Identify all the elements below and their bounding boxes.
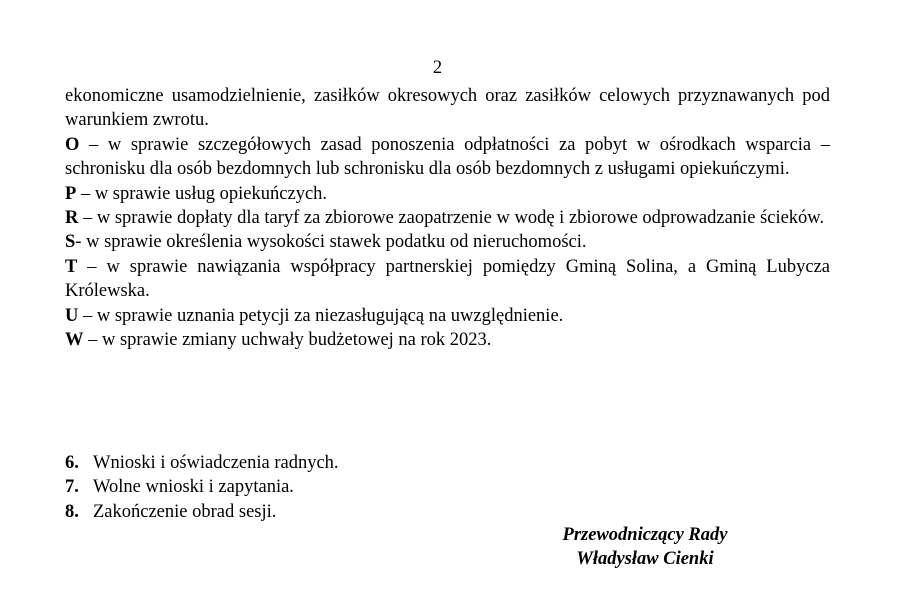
agenda-text: Wnioski i oświadczenia radnych. <box>93 453 339 473</box>
page-number: 2 <box>432 58 443 78</box>
agenda-number: 8. <box>65 501 79 522</box>
agenda-text: Zakończenie obrad sesji. <box>93 501 277 522</box>
resolution-letter: W <box>65 330 84 351</box>
resolution-item-u <box>65 304 830 328</box>
resolution-text: – w sprawie zmiany uchwały budżetowej na rok 2023. <box>83 330 492 351</box>
resolution-item-o <box>65 133 830 182</box>
agenda-item <box>65 451 830 475</box>
resolution-item-s <box>65 230 830 254</box>
resolution-text: – w sprawie dopłaty dla taryf za zbiorowe zaopatrzenie w wodę i zbiorowe odprowadzanie ścieków. <box>78 208 825 229</box>
resolution-item-w <box>65 328 830 352</box>
agenda-number: 7. <box>65 477 79 498</box>
signature-block <box>540 523 750 572</box>
resolution-text: - w sprawie określenia wysokości stawek podatku od nieruchomości. <box>75 232 587 253</box>
resolution-text: – w sprawie nawiązania współpracy partnerskiej pomiędzy Gminą Solina, a Gminą Lubycza Królewska. <box>65 256 830 302</box>
resolution-item-r <box>65 206 830 230</box>
signature-title: Przewodniczący Rady <box>562 525 728 545</box>
resolution-letter: S <box>65 232 76 253</box>
agenda-list <box>65 451 830 524</box>
resolution-item-t <box>65 255 830 304</box>
resolution-text: – w sprawie uznania petycji za niezasługującą na uwzględnienie. <box>78 305 564 326</box>
resolution-text: – w sprawie usług opiekuńczych. <box>76 183 328 204</box>
agenda-item <box>65 475 830 499</box>
resolution-letter: U <box>65 305 79 326</box>
signature-name: Władysław Cienki <box>576 549 714 570</box>
resolution-letter: P <box>65 183 77 204</box>
continuation-paragraph: ekonomiczne usamodzielnienie, zasiłków okresowych oraz zasiłków celowych przyznawanych pod warunkiem zwrotu. <box>65 86 830 131</box>
resolution-letter: O <box>65 134 80 155</box>
agenda-number: 6. <box>65 453 79 473</box>
agenda-item <box>65 500 830 524</box>
resolution-item-p <box>65 182 830 206</box>
resolution-letter: R <box>65 208 79 229</box>
agenda-text: Wolne wnioski i zapytania. <box>93 477 294 498</box>
resolution-text: – w sprawie szczegółowych zasad ponoszenia odpłatności za pobyt w ośrodkach wsparcia – schronisku dla osób bezdomnych lub schronisku dla osób bezdomnych z usługami opiekuńczymi. <box>65 134 830 180</box>
resolutions-list <box>65 84 830 352</box>
resolution-letter: T <box>65 256 78 277</box>
